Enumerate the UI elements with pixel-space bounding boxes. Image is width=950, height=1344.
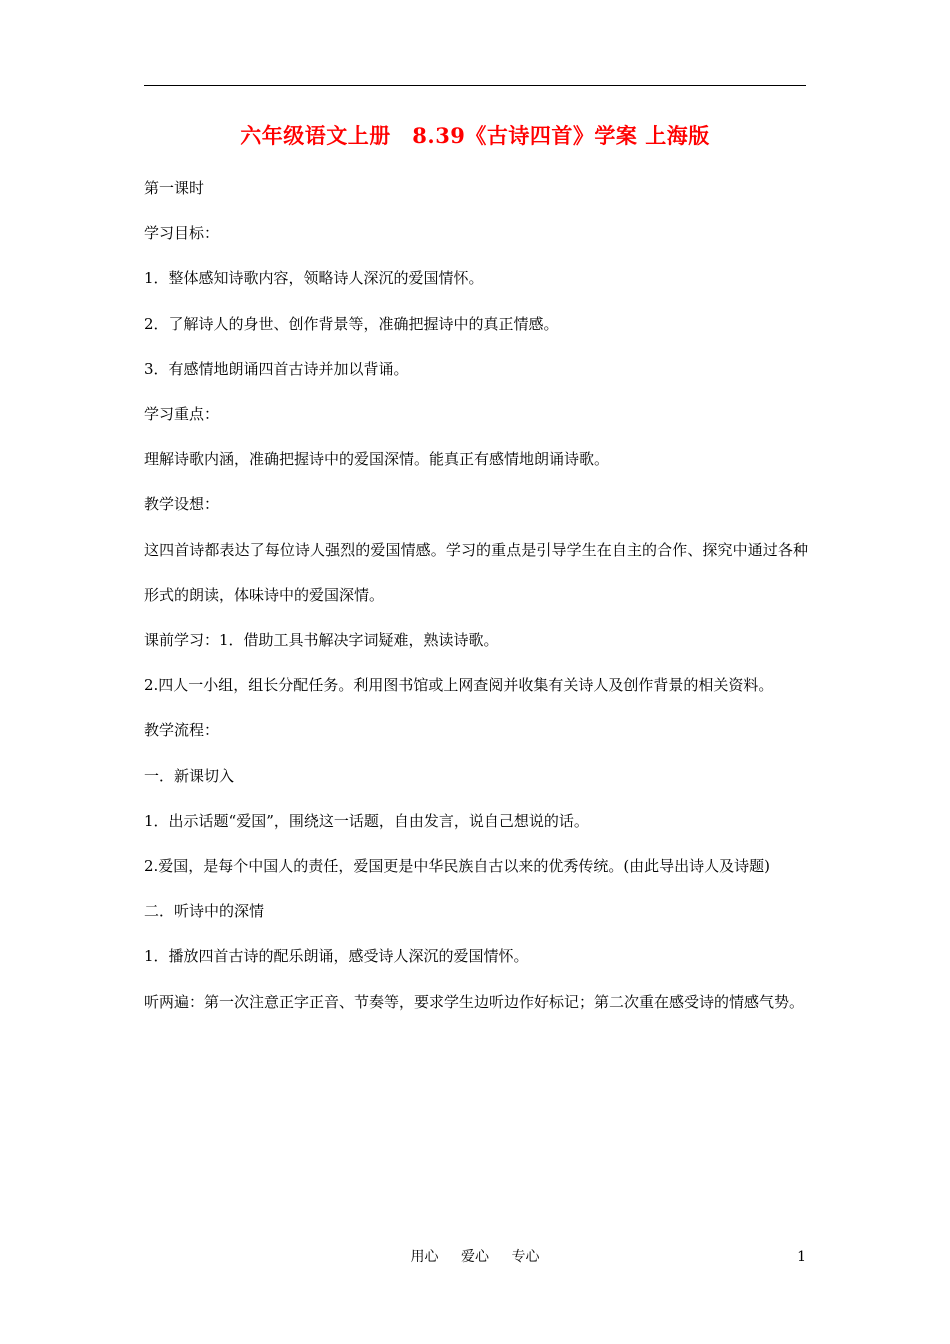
- objective-item: 1．整体感知诗歌内容，领略诗人深沉的爱国情怀。: [144, 269, 484, 288]
- section-heading-key-points: 学习重点：: [144, 405, 220, 424]
- objective-item: 3．有感情地朗诵四首古诗并加以背诵。: [144, 359, 409, 378]
- flow-step-heading: 二．听诗中的深情: [144, 902, 265, 921]
- pre-class-study: 课前学习：1．借助工具书解决字词疑难，熟读诗歌。: [144, 631, 499, 650]
- section-heading-teaching-plan: 教学设想：: [144, 495, 220, 514]
- document-body: [144, 166, 808, 1025]
- flow-step-heading: 一．新课切入: [144, 766, 235, 785]
- teaching-plan-text: 这四首诗都表达了每位诗人强烈的爱国情感。学习的重点是引导学生在自主的合作、探究中通过各种形式的朗读，体味诗中的爱国深情。: [144, 540, 808, 604]
- header-rule: [144, 85, 806, 86]
- flow-step-item: 1．播放四首古诗的配乐朗诵，感受诗人深沉的爱国情怀。: [144, 947, 529, 966]
- objective-item: 2．了解诗人的身世、创作背景等，准确把握诗中的真正情感。: [144, 314, 559, 333]
- section-heading-objectives: 学习目标：: [144, 224, 220, 243]
- footer-motto: 用心 爱心 专心: [410, 1249, 540, 1265]
- pre-class-study-item: 2.四人一小组，组长分配任务。利用图书馆或上网查阅并收集有关诗人及创作背景的相关资料。: [144, 676, 774, 695]
- document-title: 六年级语文上册 8.39《古诗四首》学案 上海版: [240, 123, 710, 148]
- lesson-period: 第一课时: [144, 179, 205, 197]
- flow-step-item: 听两遍：第一次注意正字正音、节奏等，要求学生边听边作好标记；第二次重在感受诗的情感气势。: [144, 992, 805, 1011]
- key-points-text: 理解诗歌内涵，准确把握诗中的爱国深情。能真正有感情地朗诵诗歌。: [144, 450, 610, 469]
- page-number: 1: [797, 1249, 806, 1265]
- flow-step-item: 2.爱国，是每个中国人的责任，爱国更是中华民族自古以来的优秀传统。(由此导出诗人及诗题): [144, 857, 771, 876]
- section-heading-teaching-flow: 教学流程：: [144, 721, 220, 740]
- flow-step-item: 1．出示话题“爱国”，围绕这一话题，自由发言，说自己想说的话。: [144, 811, 589, 830]
